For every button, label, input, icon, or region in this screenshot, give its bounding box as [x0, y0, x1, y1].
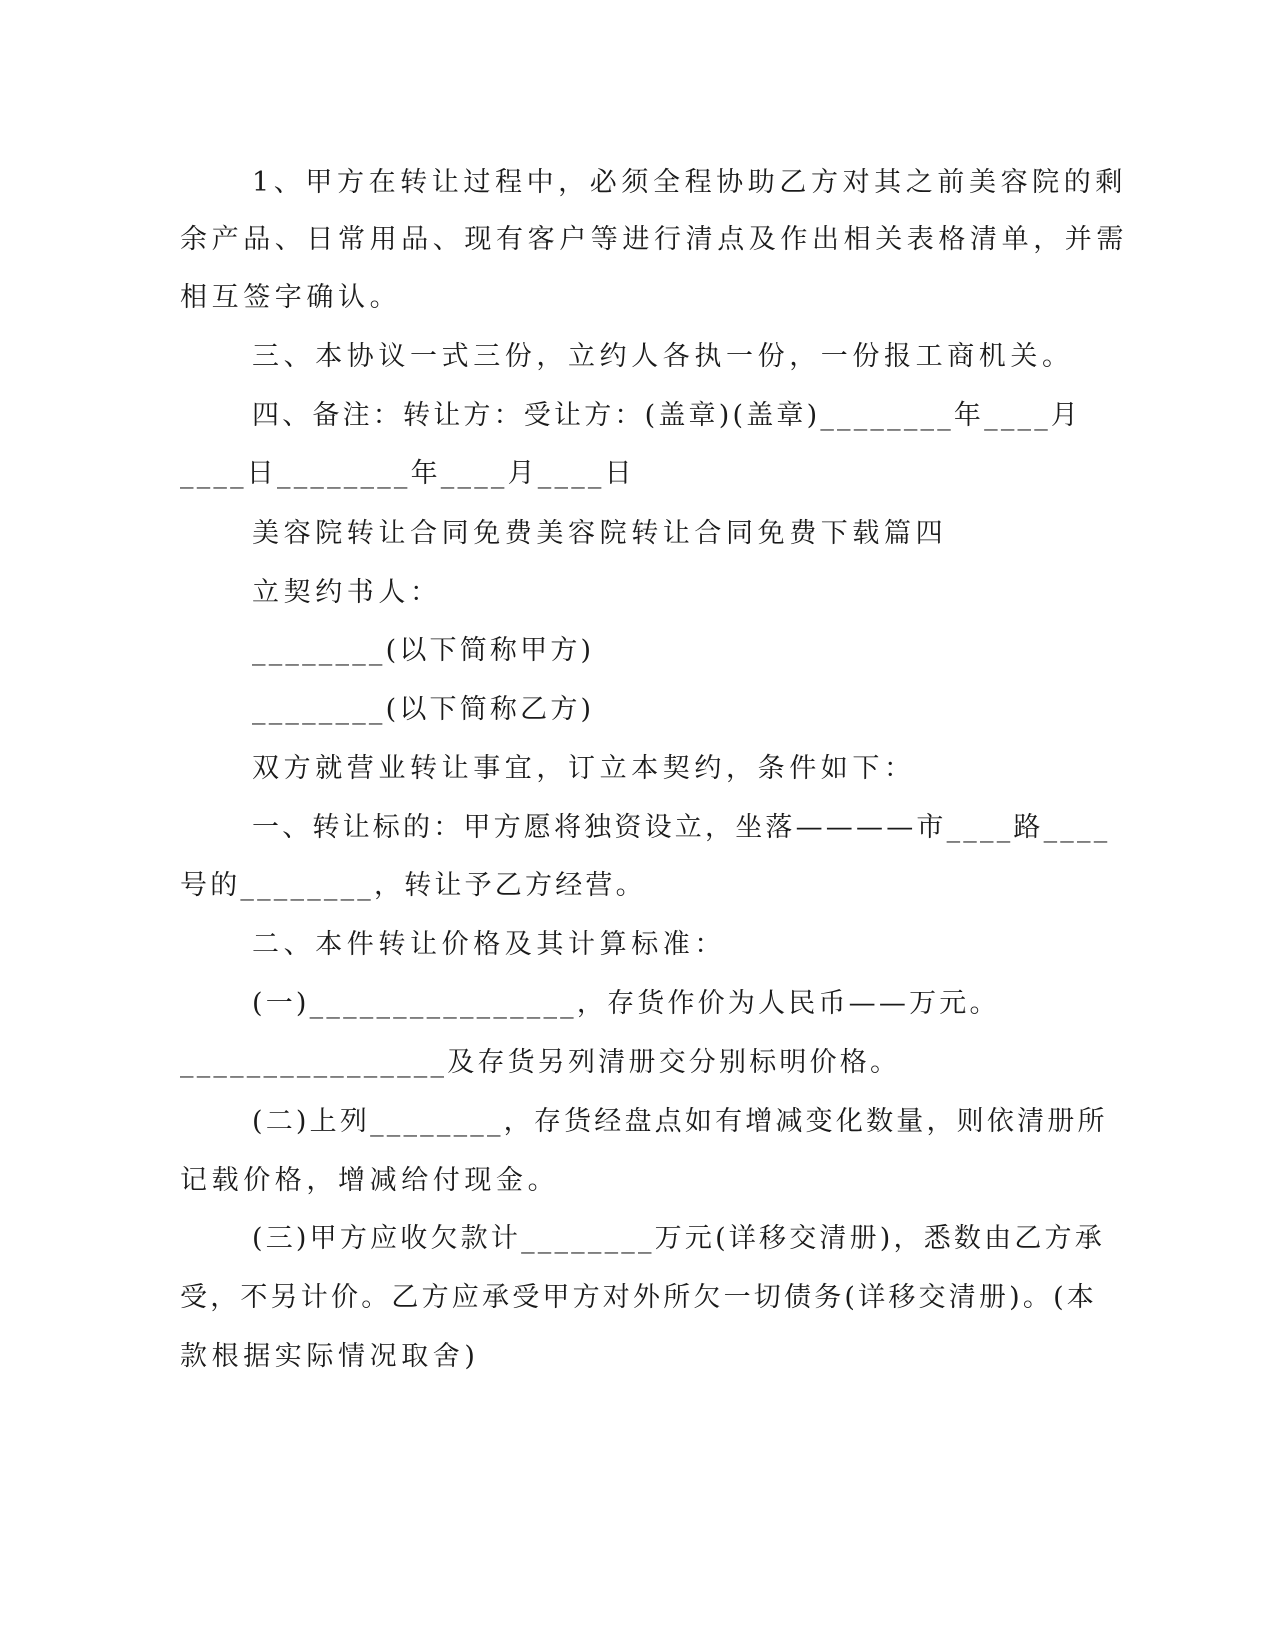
paragraph-line: 1、甲方在转让过程中，必须全程协助乙方对其之前美容院的剩: [252, 167, 1127, 198]
paragraph-line: ________(以下简称乙方): [252, 694, 595, 725]
paragraph-line: 一、转让标的：甲方愿将独资设立，坐落————市____路____: [252, 812, 1111, 843]
paragraph-line: 立契约书人：: [252, 577, 442, 608]
paragraph-line: ________________及存货另列清册交分别标明价格。: [180, 1047, 901, 1078]
paragraph-line: 相互签字确认。: [180, 282, 402, 313]
section-heading: 美容院转让合同免费美容院转让合同免费下载篇四: [252, 518, 948, 549]
paragraph-line: (二)上列________，存货经盘点如有增减变化数量，则依清册所: [252, 1106, 1108, 1137]
paragraph-line: 余产品、日常用品、现有客户等进行清点及作出相关表格清单，并需: [180, 224, 1128, 255]
paragraph-line: 双方就营业转让事宜，订立本契约，条件如下：: [252, 753, 916, 784]
paragraph-line: 款根据实际情况取舍): [180, 1341, 480, 1372]
paragraph-line: 三、本协议一式三份，立约人各执一份，一份报工商机关。: [252, 341, 1074, 372]
paragraph-line: 四、备注：转让方：受让方：(盖章)(盖章)________年____月: [252, 400, 1082, 431]
paragraph-line: (一)________________，存货作价为人民币——万元。: [252, 988, 1000, 1019]
paragraph-line: 号的________，转让予乙方经营。: [180, 870, 646, 901]
paragraph-line: (三)甲方应收欠款计________万元(详移交清册)，悉数由乙方承: [252, 1223, 1105, 1254]
paragraph-line: ____日________年____月____日: [180, 458, 635, 489]
paragraph-line: 受，不另计价。乙方应承受甲方对外所欠一切债务(详移交清册)。(本: [180, 1282, 1097, 1313]
paragraph-line: ________(以下简称甲方): [252, 635, 595, 666]
paragraph-line: 二、本件转让价格及其计算标准：: [252, 929, 726, 960]
paragraph-line: 记载价格，增减给付现金。: [180, 1165, 560, 1196]
